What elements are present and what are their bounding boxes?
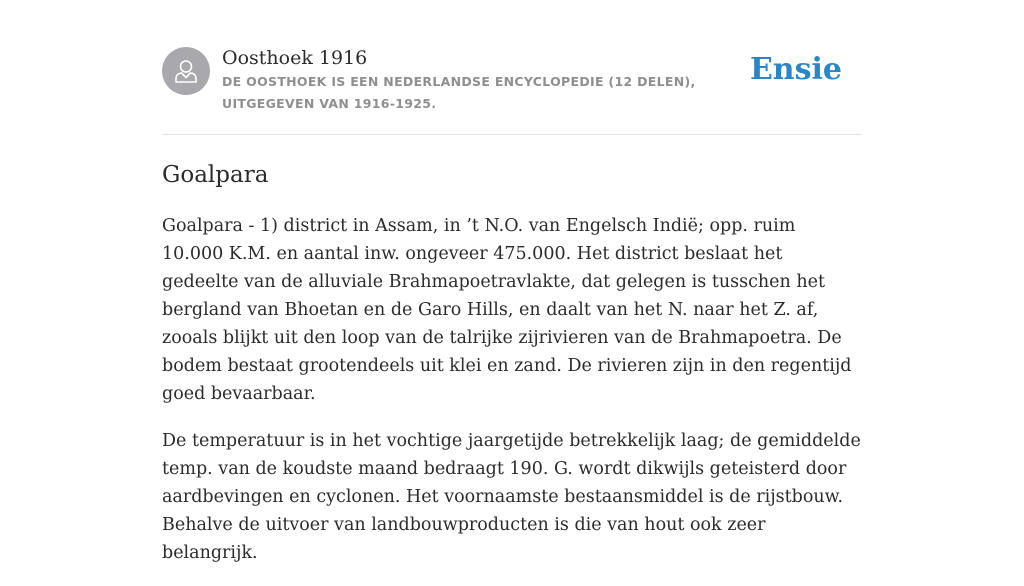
article-body bbox=[162, 212, 862, 586]
source-description: DE OOSTHOEK IS EEN NEDERLANDSE ENCYCLOPEDIE (12 DELEN), UITGEGEVEN VAN 1916-1925. bbox=[222, 74, 696, 111]
source-name[interactable]: Oosthoek 1916 bbox=[222, 47, 368, 69]
user-icon bbox=[171, 56, 201, 86]
source-header bbox=[162, 45, 862, 135]
article-paragraph: De temperatuur is in het vochtige jaargetijde betrekkelijk laag; de gemiddelde temp. van de koudste maand bedraagt 190. G. wordt dikwijls geteisterd door aardbevingen en cyclonen. Het voornaamste bestaansmiddel is de rijstbouw. Behalve de uitvoer van landbouwproducten is die van hout ook zeer belangrijk. bbox=[162, 431, 861, 563]
article-paragraph: Goalpara - 1) district in Assam, in ’t N.O. van Engelsch Indië; opp. ruim 10.000 K.M. en aantal inw. ongeveer 475.000. Het district beslaat het gedeelte van de alluviale Brahmapoetravlakte, dat gelegen is tusschen het bergland van Bhoetan en de Garo Hills, en daalt van het N. naar het Z. af, zooals blijkt uit den loop van de talrijke zijrivieren van de Brahmapoetra. De bodem bestaat grootendeels uit klei en zand. De rivieren zijn in den regentijd goed bevaarbaar. bbox=[162, 216, 852, 404]
article-title: Goalpara bbox=[162, 162, 269, 188]
ensie-logo[interactable]: Ensie bbox=[749, 52, 842, 87]
avatar[interactable] bbox=[162, 47, 210, 95]
